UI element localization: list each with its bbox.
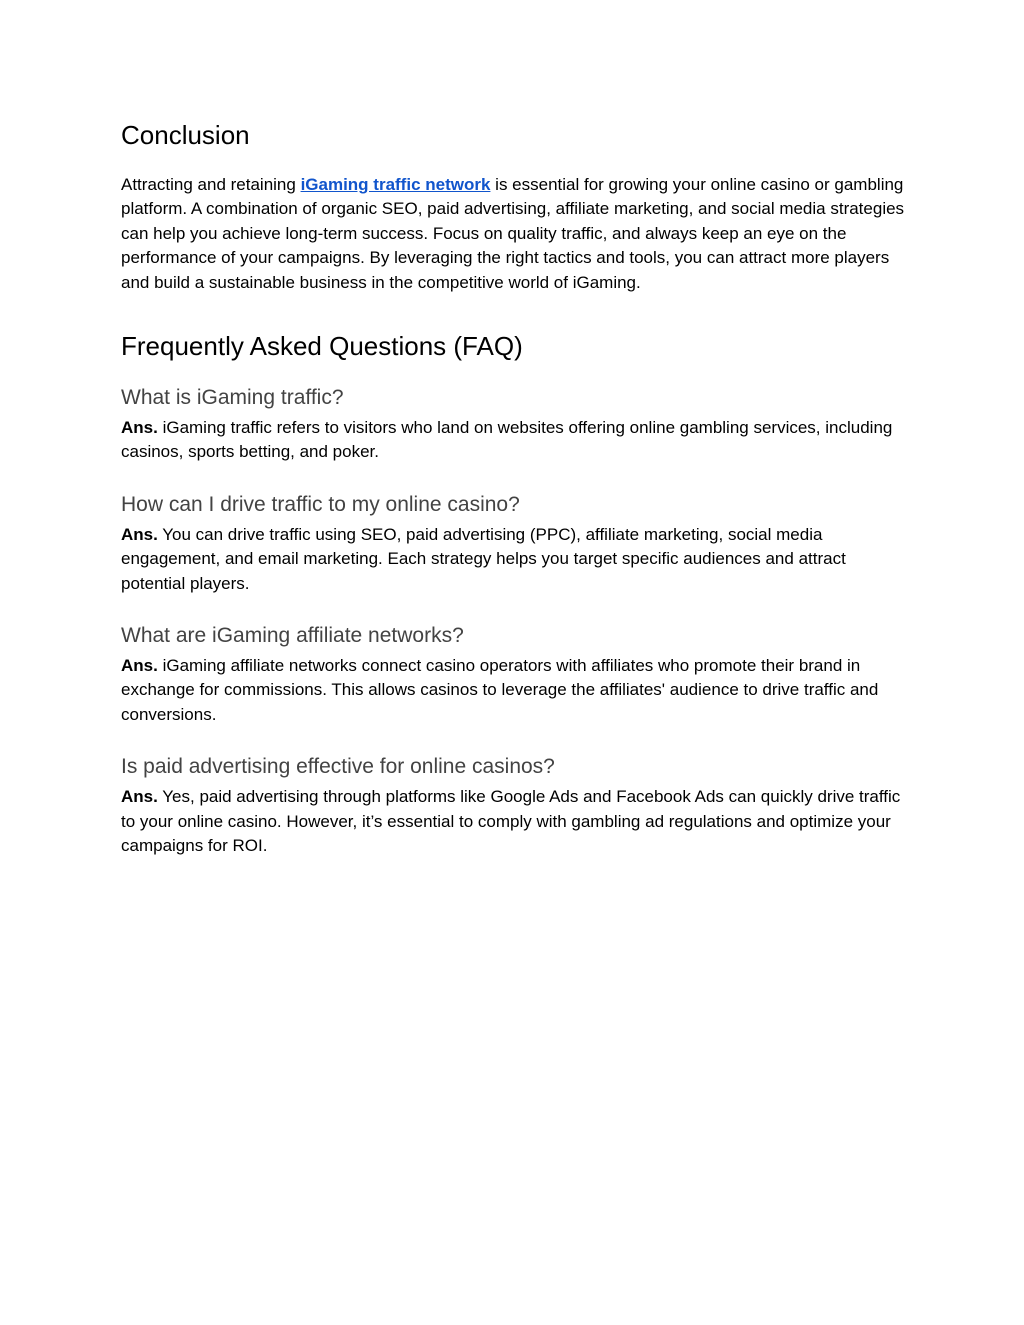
faq-heading: Frequently Asked Questions (FAQ): [121, 331, 523, 362]
faq-answer: [121, 523, 911, 596]
faq-answer: [121, 785, 911, 858]
conclusion-text-before-link: Attracting and retaining: [121, 175, 301, 194]
igaming-traffic-network-link[interactable]: iGaming traffic network: [300, 175, 491, 194]
faq-question: Is paid advertising effective for online casinos?: [121, 755, 555, 779]
faq-answer: [121, 654, 911, 727]
ans-label: Ans.: [121, 524, 158, 544]
faq-answer-text: You can drive traffic using SEO, paid advertising (PPC), affiliate marketing, social media engagement, and email marketing. Each strategy helps you target specific audiences and attract potential players.: [121, 524, 846, 593]
faq-answer-text: Yes, paid advertising through platforms like Google Ads and Facebook Ads can quickly drive traffic to your online casino. However, it’s essential to comply with gambling ad regulations and optimize your campaigns for ROI.: [121, 787, 901, 856]
conclusion-text-after-link: is essential for growing your online casino or gambling platform. A combination of organic SEO, paid advertising, affiliate marketing, and social media strategies can help you achieve long-term success. Focus on quality traffic, and always keep an eye on the performance of your campaigns. By leveraging the right tactics and tools, you can attract more players and build a sustainable business in the competitive world of iGaming.: [121, 175, 905, 292]
faq-question: How can I drive traffic to my online casino?: [121, 492, 520, 516]
faq-answer-text: iGaming affiliate networks connect casino operators with affiliates who promote their brand in exchange for commissions. This allows casinos to leverage the affiliates' audience to drive traffic and conversions.: [121, 656, 879, 724]
ans-label: Ans.: [121, 418, 158, 438]
conclusion-paragraph: [121, 173, 911, 295]
faq-item: [121, 384, 911, 465]
faq-item: [121, 753, 911, 858]
ans-label: Ans.: [121, 656, 158, 676]
faq-item: [121, 622, 911, 727]
faq-answer-text: iGaming traffic refers to visitors who land on websites offering online gambling services, including casinos, sports betting, and poker.: [121, 418, 893, 462]
faq-answer: [121, 416, 911, 465]
faq-section: [121, 329, 911, 858]
faq-question: What is iGaming traffic?: [121, 386, 344, 410]
faq-item: [121, 491, 911, 596]
conclusion-section: [121, 118, 911, 295]
conclusion-heading: Conclusion: [121, 120, 250, 150]
faq-question: What are iGaming affiliate networks?: [121, 624, 464, 648]
document-content: [121, 118, 911, 885]
ans-label: Ans.: [121, 787, 158, 807]
